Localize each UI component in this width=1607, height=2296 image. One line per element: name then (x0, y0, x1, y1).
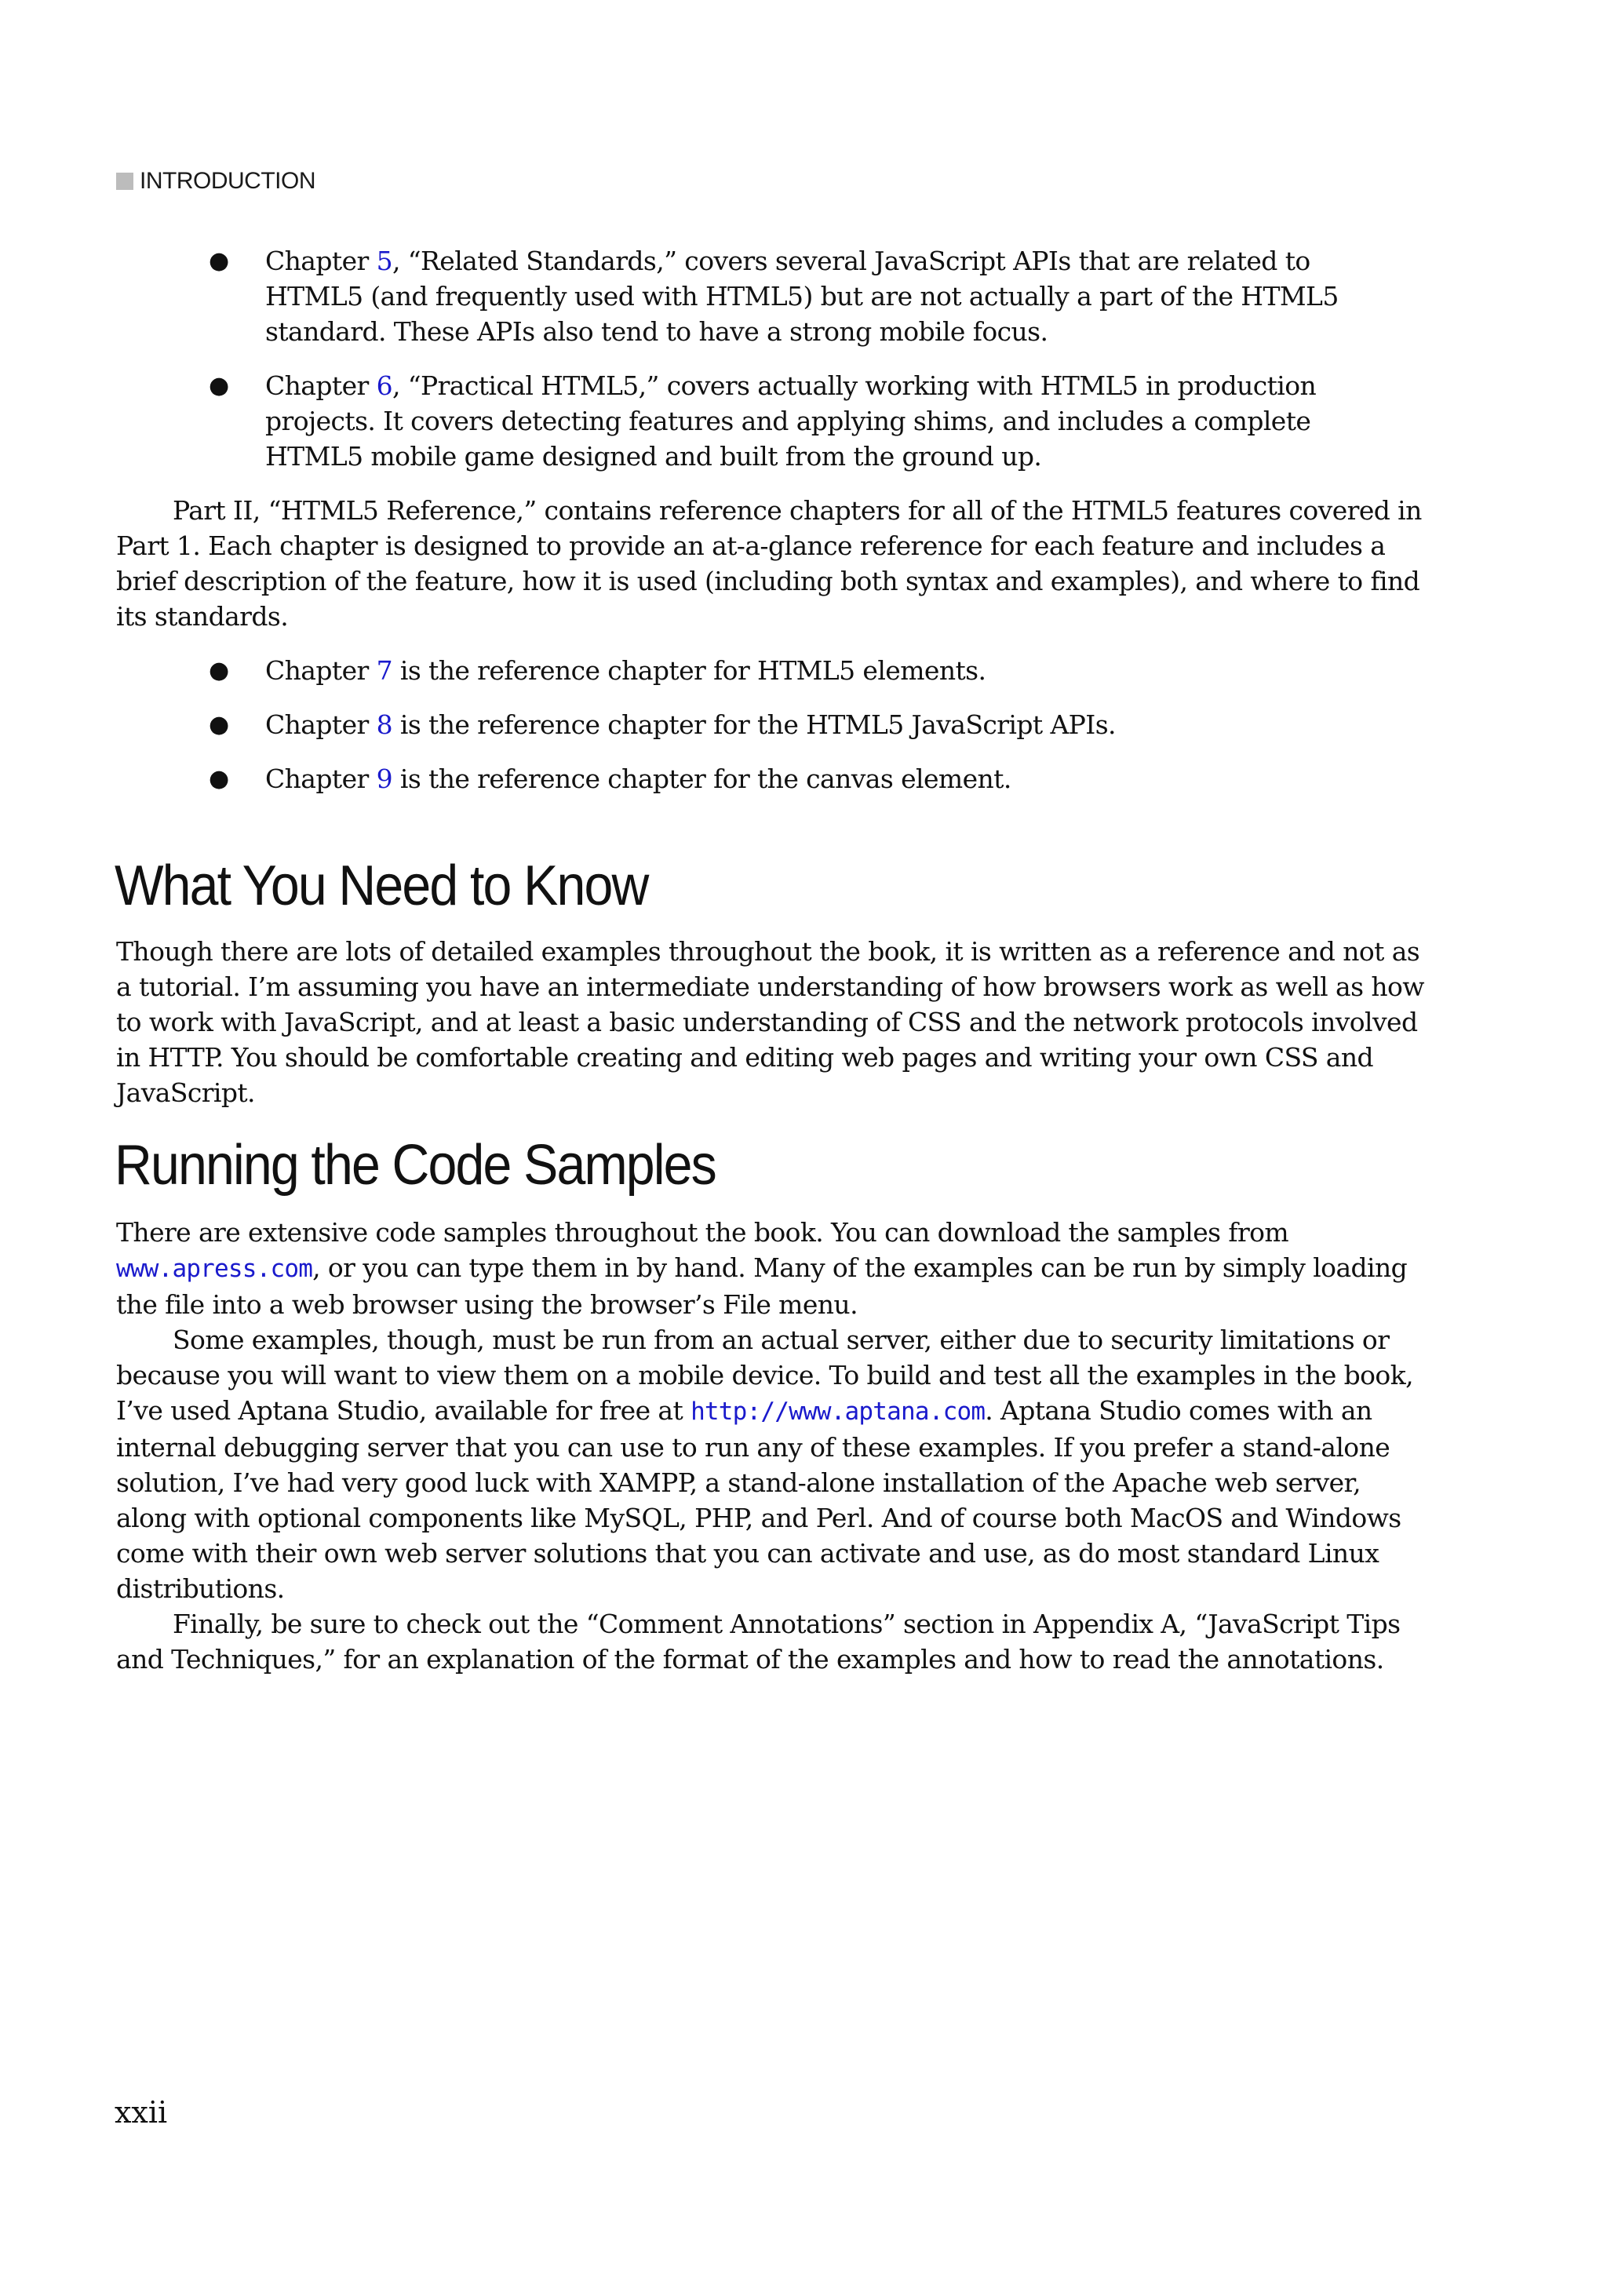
chapter-link[interactable]: 8 (376, 709, 392, 740)
section-heading-samples: Running the Code Samples (115, 1134, 716, 1197)
know-paragraph: Though there are lots of detailed examples throughout the book, it is written as a reference and not as a tutorial. I’m assuming you have an intermediate understanding of how browsers work as well as how to work with JavaScript, and at least a basic understanding of CSS and the network protocols involved in HTTP. You should be comfortable creating and editing web pages and writing your own CSS and JavaScript. (116, 936, 1424, 1108)
list-item (116, 243, 1434, 349)
bullet-icon: ● (209, 657, 229, 684)
section-heading-know: What You Need to Know (115, 855, 648, 917)
chapter-link[interactable]: 7 (376, 655, 392, 686)
header-square-icon (116, 173, 133, 190)
chapter-link[interactable]: 9 (376, 764, 392, 794)
bullet-icon: ● (209, 372, 229, 399)
aptana-link[interactable]: http://www.aptana.com (691, 1398, 986, 1426)
part2-paragraph-container (116, 493, 1434, 634)
bullet-icon: ● (209, 711, 229, 738)
chapter-link[interactable]: 5 (376, 246, 392, 276)
bullet-text: Chapter 9 is the reference chapter for the canvas element. (265, 764, 1011, 794)
part2-bullet-list-container (116, 653, 1434, 796)
bullet-text: Chapter 8 is the reference chapter for the HTML5 JavaScript APIs. (265, 709, 1116, 740)
list-item (116, 653, 1434, 688)
part1-bullet-list (116, 243, 1434, 474)
part2-bullet-list (116, 653, 1434, 796)
bullet-icon: ● (209, 247, 229, 275)
bullet-text: Chapter 7 is the reference chapter for HTML5 elements. (265, 655, 986, 686)
list-item (116, 761, 1434, 796)
header-label: INTRODUCTION (140, 168, 315, 194)
samples-paragraph-3: Finally, be sure to check out the “Comment Annotations” section in Appendix A, “JavaScript Tips and Techniques,” for an explanation of the format of the examples and how to read the annotations. (116, 1609, 1401, 1675)
running-header (116, 168, 315, 195)
samples-paragraph-1: There are extensive code samples throughout the book. You can download the samples from www.apress.com, or you can type them in by hand. Many of the examples can be run by simply loading the file into a web browser using the browser’s File menu. (116, 1217, 1408, 1320)
page-number: xxii (115, 2095, 168, 2130)
samples-paragraphs-container (116, 1215, 1434, 1677)
bullet-text: Chapter 6, “Practical HTML5,” covers actually working with HTML5 in production projects. It covers detecting features and applying shims, and includes a complete HTML5 mobile game designed and built from the ground up. (265, 370, 1317, 472)
bullet-text: Chapter 5, “Related Standards,” covers several JavaScript APIs that are related to HTML5 (and frequently used with HTML5) but are not actually a part of the HTML5 standard. These APIs also tend to have a strong mobile focus. (265, 246, 1339, 347)
list-item (116, 368, 1434, 474)
samples-paragraph-2: Some examples, though, must be run from an actual server, either due to security limitations or because you will want to view them on a mobile device. To build and test all the examples in the book, I’ve used Aptana Studio, available for free at http://www.aptana.com. Aptana Studio comes with an internal debugging server that you can use to run any of these examples. If you prefer a stand-alone solution, I’ve had very good luck with XAMPP, a stand-alone installation of the Apache web server, along with optional components like MySQL, PHP, and Perl. And of course both MacOS and Windows come with their own web server solutions that you can activate and use, as do most standard Linux distributions. (116, 1325, 1413, 1604)
apress-link[interactable]: www.apress.com (116, 1255, 313, 1283)
chapter-link[interactable]: 6 (376, 370, 392, 401)
know-paragraph-container (116, 934, 1434, 1110)
part1-bullet-list-container (116, 243, 1434, 474)
part2-paragraph: Part II, “HTML5 Reference,” contains reference chapters for all of the HTML5 features covered in Part 1. Each chapter is designed to provide an at-a-glance reference for each feature and includes a brief description of the feature, how it is used (including both syntax and examples), and where to find its standards. (116, 495, 1422, 632)
list-item (116, 707, 1434, 742)
bullet-icon: ● (209, 765, 229, 793)
